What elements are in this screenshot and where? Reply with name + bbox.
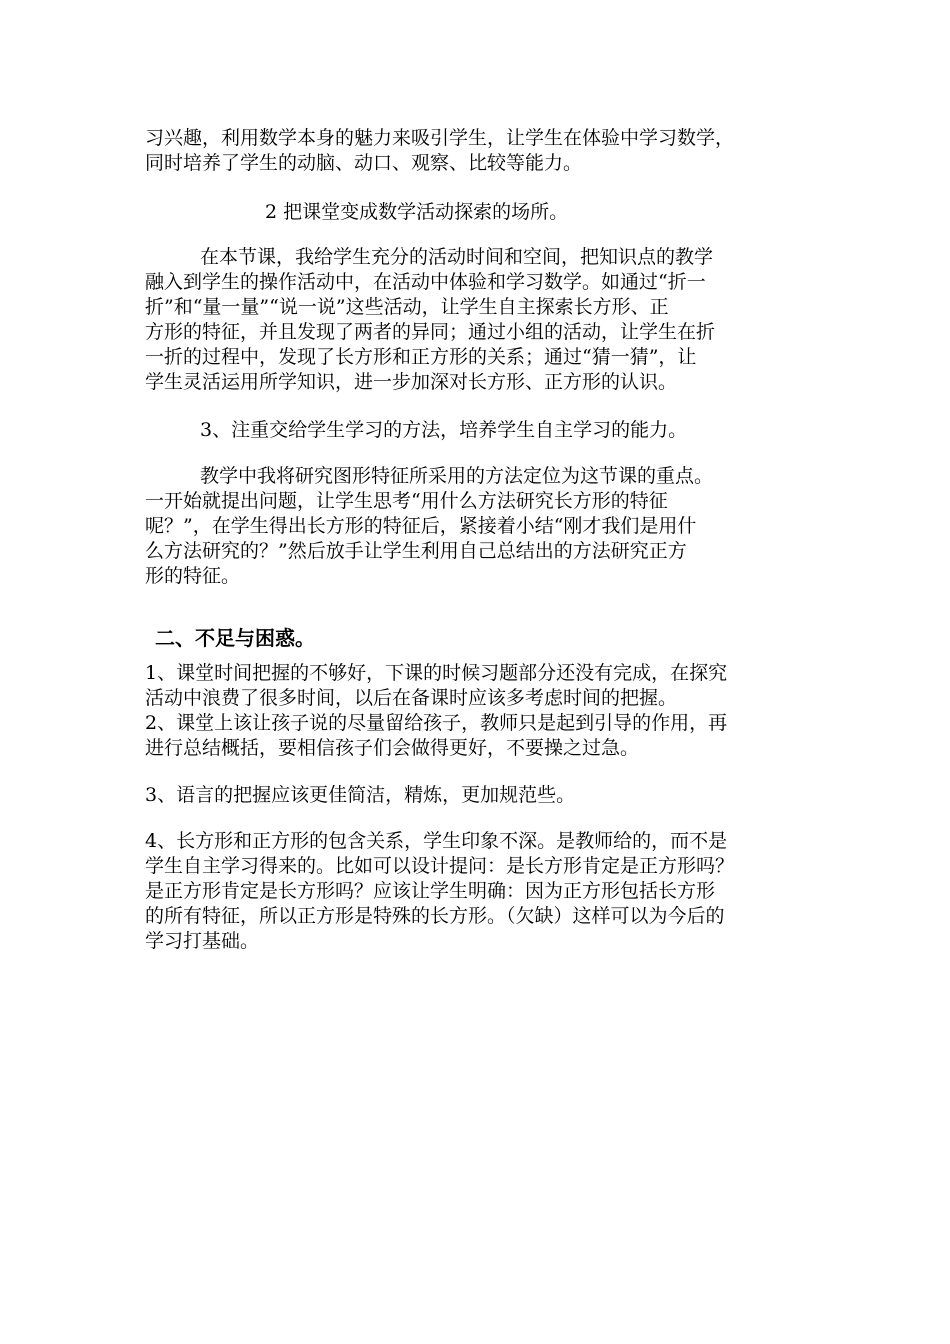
item-4-line-2: 学生自主学习得来的。比如可以设计提问：是长方形肯定是正方形吗？ [145,855,735,877]
item-4-line-1: 4、长方形和正方形的包含关系，学生印象不深。是教师给的，而不是 [145,830,728,852]
paragraph-1-line-1: 习兴趣，利用数学本身的魅力来吸引学生，让学生在体验中学习数学， [145,127,735,149]
item-1-line-2: 活动中浪费了很多时间，以后在备课时应该多考虑时间的把握。 [145,687,678,709]
paragraph-1-line-2: 同时培养了学生的动脑、动口、观察、比较等能力。 [145,152,583,174]
item-2-line-2: 进行总结概括，要相信孩子们会做得更好，不要操之过急。 [145,737,640,759]
subheading-3: 3、注重交给学生学习的方法，培养学生自主学习的能力。 [200,419,688,441]
item-1-line-1: 1、课堂时间把握的不够好，下课的时候习题部分还没有完成，在探究 [145,662,728,684]
paragraph-2-line-3: 折”和“量一量”“说一说”这些活动，让学生自主探索长方形、正 [145,296,669,318]
paragraph-2-line-2: 融入到学生的操作活动中，在活动中体验和学习数学。如通过“折一 [145,271,706,293]
item-2-line-1: 2、课堂上该让孩子说的尽量留给孩子，教师只是起到引导的作用，再 [145,712,728,734]
paragraph-3-line-3: 呢？”，在学生得出长方形的特征后，紧接着小结“刚才我们是用什 [145,515,697,537]
item-4-line-3: 是正方形肯定是长方形吗？应该让学生明确：因为正方形包括长方形 [145,880,716,902]
paragraph-2-line-4: 方形的特征，并且发现了两者的异同；通过小组的活动，让学生在折 [145,321,716,343]
section-heading: 二、不足与困惑。 [155,626,315,650]
paragraph-2-line-1: 在本节课，我给学生充分的活动时间和空间，把知识点的教学 [200,246,714,268]
item-4-line-4: 的所有特征，所以正方形是特殊的长方形。（欠缺）这样可以为今后的 [145,905,725,927]
paragraph-3-line-5: 形的特征。 [145,565,241,587]
paragraph-2-line-5: 一折的过程中，发现了长方形和正方形的关系；通过“猜一猜”，让 [145,346,697,368]
item-4-line-5: 学习打基础。 [145,930,260,952]
paragraph-2-line-6: 学生灵活运用所学知识，进一步加深对长方形、正方形的认识。 [145,371,678,393]
subheading-2: 2 把课堂变成数学活动探索的场所。 [265,201,569,223]
paragraph-3-line-2: 一开始就提出问题，让学生思考“用什么方法研究长方形的特征 [145,490,668,512]
paragraph-3-line-1: 教学中我将研究图形特征所采用的方法定位为这节课的重点。 [200,465,714,487]
paragraph-3-line-4: 么方法研究的？”然后放手让学生利用自己总结出的方法研究正方 [145,540,687,562]
item-3: 3、语言的把握应该更佳简洁，精炼，更加规范些。 [145,784,576,806]
